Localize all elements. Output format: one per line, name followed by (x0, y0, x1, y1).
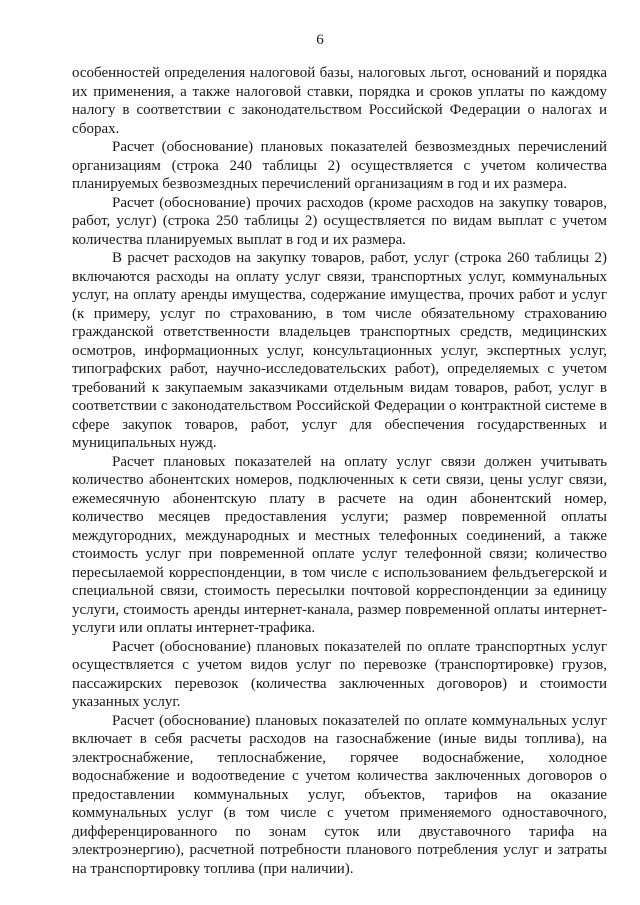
paragraph-continuation: особенностей определения налоговой базы, налоговых льгот, оснований и порядка их применения, а также налоговой ставки, порядка и сроков уплаты по каждому налогу в соответствии с законодательством Российской Федерации о налогах и сборах. (72, 65, 607, 137)
page-number: 6 (316, 32, 324, 48)
paragraph-transport-services: Расчет (обоснование) плановых показателей по оплате транспортных услуг осуществляется с учетом видов услуг по перевозке (транспортировке) грузов, пассажирских перевозок (количества заключенных договоров) и стоимости указанных услуг. (72, 638, 607, 710)
paragraph-utility-services: Расчет (обоснование) плановых показателей по оплате коммунальных услуг включает в себя расчеты расходов на газоснабжение (иные виды топлива), на электроснабжение, теплоснабжение, горячее водоснабжение, холодное водоснабжение и водоотведение с учетом количества заключенных договоров о предоставлении коммунальных услуг, объектов, тарифов на оказание коммунальных услуг (в том числе с учетом применяемого одноставочного, дифференцированного по зонам суток или двуставочного тарифа на электроэнергию), расчетной потребности планового потребления услуг и затраты на транспортировку топлива (при наличии). (72, 712, 607, 877)
paragraph-other-expenses: Расчет (обоснование) прочих расходов (кроме расходов на закупку товаров, работ, услуг) (строка 250 таблицы 2) осуществляется по видам выплат с учетом количества планируемых выплат в год и их размера. (72, 194, 607, 248)
document-body (72, 64, 607, 878)
paragraph-gratuitous-transfers: Расчет (обоснование) плановых показателей безвозмездных перечислений организациям (строка 240 таблицы 2) осуществляется с учетом количества планируемых безвозмездных перечислений организациям в год и их размера. (72, 139, 607, 192)
paragraph-procurement-expenses: В расчет расходов на закупку товаров, работ, услуг (строка 260 таблицы 2) включаются расходы на оплату услуг связи, транспортных услуг, коммунальных услуг, на оплату аренды имущества, содержание имущества, прочих работ и услуг (к примеру, услуг по страхованию, в том числе обязательному страхованию гражданской ответственности владельцев транспортных средств, медицинских осмотров, информационных услуг, консультационных услуг, экспертных услуг, типографских работ, научно-исследовательских работ), определяемых с учетом требований к закупаемым заказчиками отдельным видам товаров, работ, услуг в соответствии с законодательством Российской Федерации о контрактной системе в сфере закупок товаров, работ, услуг для обеспечения государственных и муниципальных нужд. (72, 250, 607, 451)
paragraph-communication-services: Расчет плановых показателей на оплату услуг связи должен учитывать количество абонентских номеров, подключенных к сети связи, цены услуг связи, ежемесячную абонентскую плату в расчете на один абонентский номер, количество месяцев предоставления услуги; размер повременной оплаты междугородних, международных и местных телефонных соединений, а также стоимость услуг при повременной оплате услуг телефонной связи; количество пересылаемой корреспонденции, в том числе с использованием фельдъегерской и специальной связи, стоимость пересылки почтовой корреспонденции за единицу услуги, стоимость аренды интернет-канала, размер повременной оплаты интернет-услуги или оплаты интернет-трафика. (72, 453, 607, 636)
